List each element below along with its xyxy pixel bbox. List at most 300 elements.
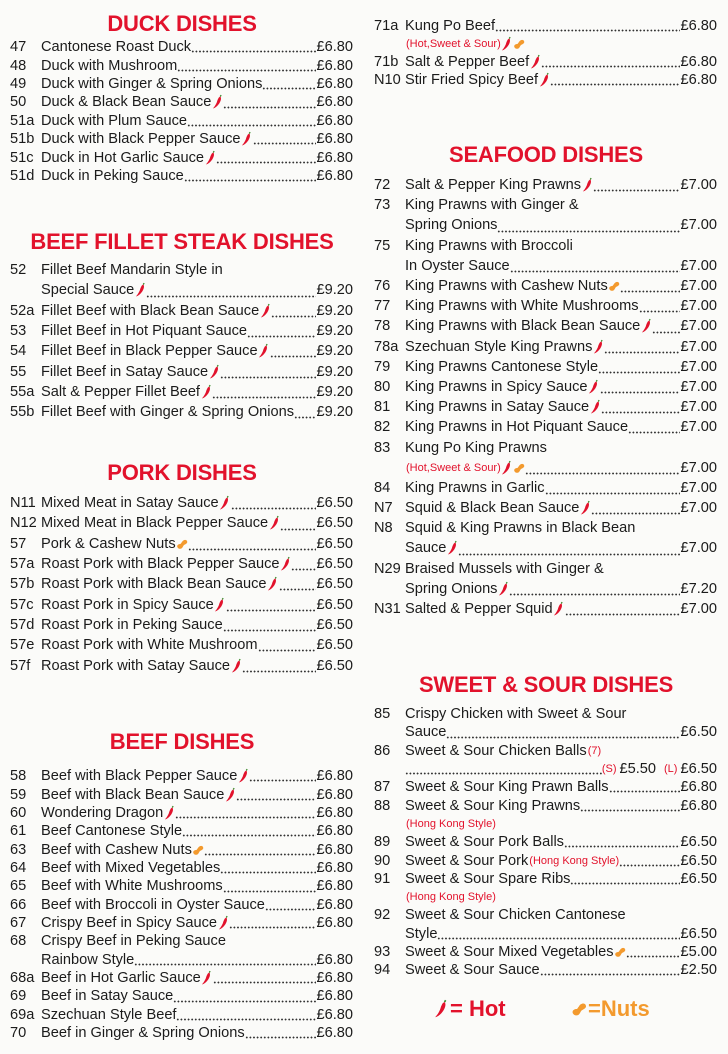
dot-leader xyxy=(495,17,680,35)
item-number: 94 xyxy=(374,962,391,979)
item-price: £6.80 xyxy=(316,167,353,184)
menu-item-line xyxy=(374,538,717,558)
item-name: Sweet & Sour King Prawn Balls xyxy=(405,779,609,796)
menu-item xyxy=(10,969,353,987)
dot-leader xyxy=(550,71,680,89)
menu-item-line xyxy=(10,877,353,895)
item-price: £7.00 xyxy=(680,459,717,476)
dot-leader xyxy=(600,377,681,397)
menu-item-line xyxy=(374,478,717,498)
item-price: £6.80 xyxy=(316,988,353,1005)
menu-item-line xyxy=(374,377,717,397)
item-number: 54 xyxy=(10,343,27,360)
dot-leader xyxy=(510,256,681,276)
item-price: £6.80 xyxy=(316,915,353,932)
dot-leader xyxy=(540,961,681,979)
item-number: 52 xyxy=(10,262,27,279)
menu-item-line xyxy=(374,559,717,579)
item-number: 86 xyxy=(374,742,391,759)
item-price: £7.00 xyxy=(680,177,717,194)
item-number: 47 xyxy=(10,39,27,56)
item-price: £2.50 xyxy=(680,962,717,979)
item-name: Salt & Pepper King Prawns xyxy=(405,177,582,194)
menu-item-line xyxy=(10,301,353,321)
menu-item-line xyxy=(10,513,353,533)
dot-leader xyxy=(626,943,681,961)
menu-item-line xyxy=(374,498,717,518)
chili-icon xyxy=(200,384,212,400)
chili-icon xyxy=(208,364,220,380)
section-heading: BEEF DISHES xyxy=(109,729,255,754)
menu-item-line xyxy=(10,382,353,402)
menu-item xyxy=(374,53,717,71)
item-price: £6.80 xyxy=(316,75,353,92)
dot-leader xyxy=(216,148,316,166)
menu-item-line xyxy=(10,594,353,614)
item-number: 55a xyxy=(10,383,35,400)
dot-leader xyxy=(182,822,316,840)
item-price: £6.50 xyxy=(316,596,353,613)
item-price: £6.80 xyxy=(316,112,353,129)
dot-leader xyxy=(639,296,681,316)
menu-item-line xyxy=(10,361,353,381)
dot-leader xyxy=(236,785,316,803)
menu-item-line xyxy=(374,579,717,599)
item-name: Roast Pork with Satay Sauce xyxy=(41,657,230,674)
menu-item xyxy=(10,38,353,56)
menu-item-line xyxy=(374,337,717,357)
menu-item-line xyxy=(10,655,353,675)
dot-leader xyxy=(245,1024,317,1042)
menu-item-line xyxy=(10,969,353,987)
item-price: £5.50 xyxy=(619,761,657,778)
item-name: Roast Pork in Peking Sauce xyxy=(41,616,223,633)
dot-leader xyxy=(620,276,681,296)
menu-item xyxy=(10,534,353,554)
item-name: Style xyxy=(405,925,438,942)
menu-item-line xyxy=(10,785,353,803)
item-number: N7 xyxy=(374,500,393,517)
item-name: Duck & Black Bean Sauce xyxy=(41,94,212,111)
item-price: £9.20 xyxy=(316,383,353,400)
menu-item-line xyxy=(10,914,353,932)
menu-item-line xyxy=(374,796,717,814)
dot-leader xyxy=(212,382,316,402)
menu-item-line xyxy=(374,175,717,195)
item-name: King Prawns with Cashew Nuts xyxy=(405,278,608,295)
menu-section xyxy=(10,260,353,422)
dot-leader xyxy=(146,280,316,300)
dot-leader xyxy=(525,458,681,478)
item-number: 67 xyxy=(10,915,27,932)
item-number: N8 xyxy=(374,520,393,537)
item-name: Duck in Hot Garlic Sauce xyxy=(41,149,205,166)
item-name: Fillet Beef Mandarin Style in xyxy=(41,262,223,279)
menu-item xyxy=(10,785,353,803)
dot-leader xyxy=(598,357,680,377)
item-name: Sweet & Sour Sauce xyxy=(405,962,540,979)
item-number: 57 xyxy=(10,535,27,552)
item-number: 51b xyxy=(10,131,35,148)
item-price: £6.80 xyxy=(316,57,353,74)
item-name: Beef Cantonese Style xyxy=(41,823,183,840)
dot-leader xyxy=(265,896,317,914)
dot-leader xyxy=(134,951,316,969)
chili-icon xyxy=(230,658,242,674)
menu-item xyxy=(10,382,353,402)
item-price: £6.80 xyxy=(316,94,353,111)
item-name: Beef in Hot Garlic Sauce xyxy=(41,970,201,987)
item-name: Pork & Cashew Nuts xyxy=(41,535,176,552)
dot-leader xyxy=(258,635,317,655)
menu-item xyxy=(10,513,353,533)
item-price: £5.00 xyxy=(680,944,717,960)
item-price: £6.80 xyxy=(316,896,353,913)
item-number: 51a xyxy=(10,112,35,129)
item-price: £6.50 xyxy=(316,515,353,532)
menu-item-line xyxy=(10,822,353,840)
item-number: 69a xyxy=(10,1006,35,1023)
item-name: Duck with Plum Sauce xyxy=(41,112,187,129)
item-price: £6.80 xyxy=(680,18,717,34)
item-price: £6.80 xyxy=(316,1006,353,1023)
item-name: Salt & Pepper Fillet Beef xyxy=(41,383,200,400)
item-number: 93 xyxy=(374,944,391,960)
menu-item xyxy=(10,987,353,1005)
menu-item-line xyxy=(10,896,353,914)
menu-item xyxy=(10,56,353,74)
menu-item-line xyxy=(374,35,717,53)
dot-leader xyxy=(291,554,316,574)
item-price: £7.00 xyxy=(680,257,717,274)
item-number: N29 xyxy=(374,560,401,577)
item-name: Szechuan Style Beef xyxy=(41,1006,177,1023)
chili-icon xyxy=(217,915,229,931)
item-name: Salt & Pepper Beef xyxy=(405,54,530,70)
item-price: £7.00 xyxy=(680,540,717,557)
item-number: 59 xyxy=(10,786,27,803)
menu-item xyxy=(10,635,353,655)
menu-item-line xyxy=(10,859,353,877)
menu-item-line xyxy=(10,321,353,341)
menu-item xyxy=(10,859,353,877)
item-name: King Prawns Cantonese Style xyxy=(405,358,599,375)
menu-item-line xyxy=(374,316,717,336)
item-price: £6.80 xyxy=(316,878,353,895)
chili-icon xyxy=(501,36,513,52)
menu-item-line xyxy=(374,256,717,276)
item-number: 68a xyxy=(10,970,35,987)
item-price: £6.80 xyxy=(316,804,353,821)
item-name: Beef with Black Bean Sauce xyxy=(41,786,225,803)
item-price: £6.80 xyxy=(680,779,717,796)
item-name: Szechuan Style King Prawns xyxy=(405,338,593,355)
menu-item xyxy=(374,943,717,961)
item-price: £9.20 xyxy=(316,302,353,319)
dot-leader xyxy=(223,93,316,111)
item-number: 75 xyxy=(374,237,391,254)
item-price: £6.80 xyxy=(316,786,353,803)
dot-leader xyxy=(223,615,317,635)
item-number: 50 xyxy=(10,94,27,111)
chili-icon xyxy=(588,379,600,395)
item-price: £6.80 xyxy=(316,951,353,968)
menu-item xyxy=(10,767,353,785)
dot-leader xyxy=(247,321,316,341)
item-name: Duck with Black Pepper Sauce xyxy=(41,131,241,148)
dot-leader xyxy=(176,1006,316,1024)
legend-hot-label: = Hot xyxy=(450,996,506,1021)
menu-item xyxy=(10,301,353,321)
item-number: 80 xyxy=(374,378,391,395)
item-price: £6.80 xyxy=(316,39,353,56)
item-price: £6.50 xyxy=(680,852,717,869)
dot-leader xyxy=(262,75,316,93)
menu-item xyxy=(374,742,717,779)
menu-item xyxy=(10,840,353,858)
item-price: £6.50 xyxy=(316,495,353,512)
menu-item-line xyxy=(10,534,353,554)
menu-item xyxy=(374,397,717,417)
item-price: £6.80 xyxy=(680,54,717,70)
item-price: £9.20 xyxy=(316,404,353,421)
dot-leader xyxy=(242,655,316,675)
dot-leader xyxy=(223,877,317,895)
menu-item-line xyxy=(10,56,353,74)
dot-leader xyxy=(541,53,680,71)
chili-icon xyxy=(267,576,279,592)
menu-item xyxy=(10,321,353,341)
item-name: Roast Pork with White Mushroom xyxy=(41,637,258,654)
peanut-icon xyxy=(614,944,626,960)
menu-item xyxy=(10,914,353,932)
item-number: 57b xyxy=(10,576,35,593)
item-name: Squid & Black Bean Sauce xyxy=(405,500,580,517)
item-name: Beef with Mixed Vegetables xyxy=(41,859,221,876)
section-heading: BEEF FILLET STEAK DISHES xyxy=(30,229,334,254)
item-note: (Hong Kong Style) xyxy=(406,891,496,904)
chili-icon xyxy=(581,177,593,193)
menu-item-line xyxy=(374,276,717,296)
menu-item-line xyxy=(10,574,353,594)
item-number: 64 xyxy=(10,859,27,876)
dot-leader xyxy=(279,574,317,594)
item-price: £7.00 xyxy=(680,601,717,618)
item-number: 72 xyxy=(374,177,391,194)
chili-icon xyxy=(204,150,216,166)
dot-leader xyxy=(619,851,680,869)
menu-item xyxy=(10,822,353,840)
item-name: King Prawns with Black Bean Sauce xyxy=(405,318,641,335)
item-price: £9.20 xyxy=(316,363,353,380)
item-number: 49 xyxy=(10,75,27,92)
item-note: (Hong Kong Style) xyxy=(529,854,620,867)
chili-icon xyxy=(538,72,550,88)
menu-item-line xyxy=(10,341,353,361)
dot-leader xyxy=(405,760,602,778)
menu-item-line xyxy=(10,148,353,166)
menu-item xyxy=(374,236,717,276)
chili-icon xyxy=(589,399,601,415)
chili-icon xyxy=(258,343,270,359)
menu-item-line xyxy=(10,112,353,130)
item-price: £6.80 xyxy=(316,841,353,858)
section-heading: PORK DISHES xyxy=(107,460,257,485)
section-heading: SEAFOOD DISHES xyxy=(448,142,643,167)
item-price: £6.50 xyxy=(680,761,717,778)
item-name: Sweet & Sour Pork Balls xyxy=(405,834,564,851)
menu-item-line xyxy=(374,71,717,89)
dot-leader xyxy=(545,478,681,498)
peanut-icon xyxy=(192,842,204,858)
item-name: Sweet & Sour Mixed Vegetables xyxy=(405,944,614,960)
chili-icon xyxy=(529,54,541,70)
menu-item-line xyxy=(10,804,353,822)
item-name: Sweet & Sour Spare Ribs xyxy=(405,870,571,887)
menu-item xyxy=(374,705,717,742)
menu-item-line xyxy=(10,1006,353,1024)
item-name: Mixed Meat in Satay Sauce xyxy=(41,495,219,512)
item-number: 61 xyxy=(10,823,27,840)
item-name: King Prawns with Ginger & xyxy=(405,197,579,214)
chili-icon xyxy=(497,581,509,597)
item-price: £6.80 xyxy=(680,797,717,814)
item-name: Stir Fried Spicy Beef xyxy=(405,72,539,88)
item-number: 71a xyxy=(374,18,399,34)
item-name: Kung Po King Prawns xyxy=(405,439,547,456)
menu-item-line xyxy=(10,951,353,969)
item-number: 57a xyxy=(10,556,35,573)
item-name: King Prawns with Broccoli xyxy=(405,237,573,254)
menu-item xyxy=(10,341,353,361)
menu-item xyxy=(374,906,717,943)
menu-item xyxy=(10,148,353,166)
dot-leader xyxy=(437,925,680,943)
dot-leader xyxy=(591,498,680,518)
item-price: £9.20 xyxy=(316,282,353,299)
chili-icon xyxy=(553,601,565,617)
menu-item-line xyxy=(10,93,353,111)
menu-item-line xyxy=(10,38,353,56)
menu-section xyxy=(10,493,353,676)
item-number: 57c xyxy=(10,596,34,613)
menu-item-line xyxy=(374,870,717,888)
item-price: £6.80 xyxy=(316,768,353,785)
chili-icon xyxy=(592,339,604,355)
legend-hot xyxy=(432,996,506,1022)
dot-leader xyxy=(204,840,317,858)
menu-item-line xyxy=(10,840,353,858)
item-name: In Oyster Sauce xyxy=(405,257,510,274)
dot-leader xyxy=(564,833,680,851)
peanut-icon xyxy=(176,536,188,552)
menu-item xyxy=(374,316,717,336)
item-name: Beef with Cashew Nuts xyxy=(41,841,192,858)
item-name: Spring Onions xyxy=(405,217,498,234)
item-price: £6.50 xyxy=(680,870,717,887)
item-name: King Prawns in Spicy Sauce xyxy=(405,378,588,395)
menu-item-line xyxy=(374,236,717,256)
item-number: 69 xyxy=(10,988,27,1005)
item-number: 57e xyxy=(10,637,35,654)
menu-item xyxy=(374,559,717,599)
menu-item xyxy=(374,195,717,235)
item-note: (Hot,Sweet & Sour) xyxy=(406,461,501,474)
item-number: 73 xyxy=(374,197,391,214)
item-price: £6.80 xyxy=(316,1025,353,1042)
item-name: Roast Pork in Spicy Sauce xyxy=(41,596,214,613)
item-name: Special Sauce xyxy=(41,282,135,299)
dot-leader xyxy=(271,301,316,321)
dot-leader xyxy=(565,599,681,619)
item-number: 57d xyxy=(10,616,35,633)
menu-item xyxy=(374,296,717,316)
menu-section xyxy=(374,175,717,619)
item-number: 60 xyxy=(10,804,27,821)
menu-item-line xyxy=(10,554,353,574)
menu-item-line xyxy=(374,296,717,316)
item-number: 52a xyxy=(10,302,35,319)
item-number: 81 xyxy=(374,399,391,416)
menu-item-line xyxy=(374,925,717,943)
item-price: £7.00 xyxy=(680,278,717,295)
item-number: N31 xyxy=(374,601,401,618)
item-number: 91 xyxy=(374,870,391,887)
menu-item xyxy=(374,498,717,518)
item-name: Sweet & Sour King Prawns xyxy=(405,797,581,814)
menu-item xyxy=(374,337,717,357)
menu-item xyxy=(10,167,353,185)
item-name: Fillet Beef in Black Pepper Sauce xyxy=(41,343,258,360)
item-price: £6.80 xyxy=(316,131,353,148)
item-price: £7.00 xyxy=(680,217,717,234)
item-number: 85 xyxy=(374,706,391,723)
item-name: Duck with Mushroom xyxy=(41,57,178,74)
menu-item xyxy=(10,896,353,914)
menu-item xyxy=(10,554,353,574)
item-number: 66 xyxy=(10,896,27,913)
item-number: 57f xyxy=(10,657,31,674)
item-name: Beef in Ginger & Spring Onions xyxy=(41,1025,245,1042)
menu-item-line xyxy=(10,493,353,513)
peanut-icon xyxy=(570,997,588,1021)
item-price: £6.80 xyxy=(316,859,353,876)
chili-icon xyxy=(214,597,226,613)
item-name: Crispy Chicken with Sweet & Sour xyxy=(405,706,627,723)
item-price: £6.50 xyxy=(316,556,353,573)
legend-nuts-label: =Nuts xyxy=(588,996,650,1021)
dot-leader xyxy=(593,175,680,195)
dot-leader xyxy=(609,778,681,796)
item-name: Fillet Beef with Black Bean Sauce xyxy=(41,302,260,319)
menu-item xyxy=(10,574,353,594)
item-price: £7.00 xyxy=(680,479,717,496)
item-note: (7) xyxy=(587,744,602,757)
menu-item xyxy=(374,961,717,979)
menu-item-line xyxy=(374,417,717,437)
item-price: £9.20 xyxy=(316,343,353,360)
item-name: Sweet & Sour Pork xyxy=(405,852,529,869)
item-name: Spring Onions xyxy=(405,580,498,597)
chili-icon xyxy=(640,318,652,334)
item-number: 68 xyxy=(10,933,27,950)
item-name: Salted & Pepper Squid xyxy=(405,601,553,618)
chili-icon xyxy=(224,787,236,803)
item-price: £7.00 xyxy=(680,378,717,395)
menu-item-line xyxy=(374,760,717,778)
item-price: £7.00 xyxy=(680,298,717,315)
chili-icon xyxy=(259,303,271,319)
